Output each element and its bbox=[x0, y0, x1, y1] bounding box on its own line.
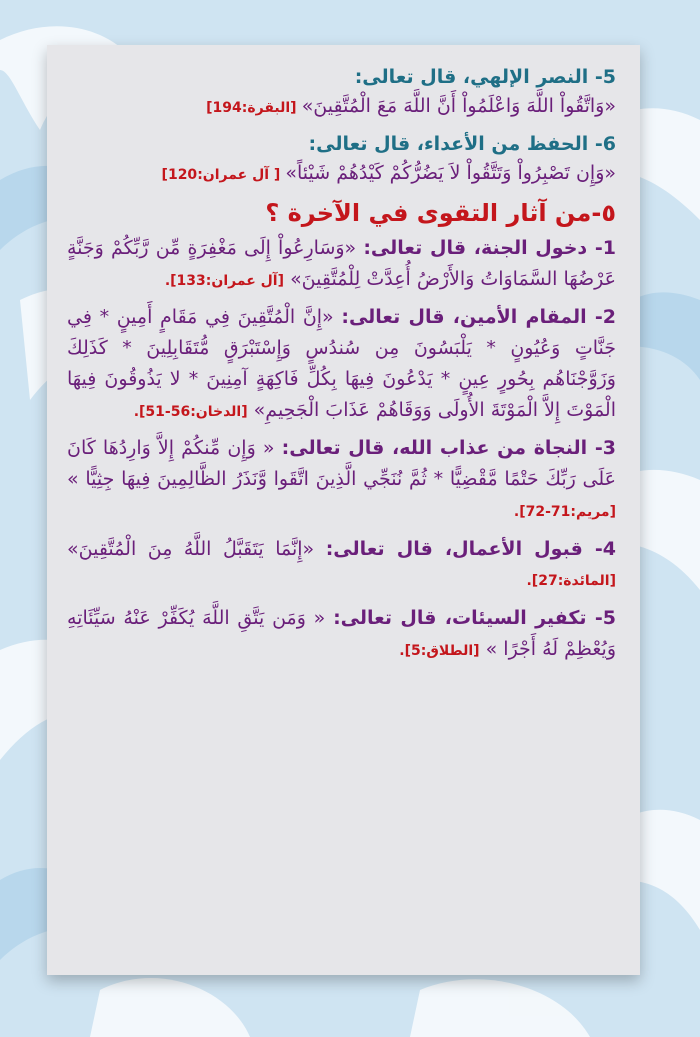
item-lead: 4- قبول الأعمال، قال تعالى: bbox=[325, 537, 616, 560]
item6-heading: 6- الحفظ من الأعداء، قال تعالى: bbox=[308, 132, 616, 155]
list-item bbox=[67, 433, 616, 525]
item-verse: « وَإِن مِّنكُمْ إِلاَّ وَارِدُهَا كَانَ عَلَى رَبِّكَ حَتْمًا مَّقْضِيًّا * ثُمَّ نُنَجِّي الَّذِينَ اتَّقَوا وَّنَذَرُ الظَّالِمِينَ فِيهَا جِثِيًّا » bbox=[67, 437, 616, 491]
item5-heading: 5- النصر الإلهي، قال تعالى: bbox=[354, 66, 616, 88]
item-reference: [المائدة:27]. bbox=[526, 573, 616, 590]
list-item bbox=[67, 233, 616, 295]
item-verse: « وَمَن يَتَّقِ اللَّهَ يُكَفِّرْ عَنْهُ سَيِّئَاتِهِ وَيُعْظِمْ لَهُ أَجْرًا » bbox=[67, 607, 616, 660]
item5-verse: «وَاتَّقُواْ اللَّهَ وَاعْلَمُواْ أَنَّ اللَّهَ مَعَ الْمُتَّقِينَ» bbox=[301, 95, 616, 118]
content-card bbox=[47, 45, 640, 975]
item-reference: [الدخان:56-51]. bbox=[133, 403, 248, 420]
list-item bbox=[67, 302, 616, 425]
item-lead: 3- النجاة من عذاب الله، قال تعالى: bbox=[281, 437, 616, 460]
item-reference: [الطلاق:5]. bbox=[399, 642, 480, 659]
item-reference: [مريم:71-72]. bbox=[513, 503, 616, 520]
item-lead: 2- المقام الأمين، قال تعالى: bbox=[341, 306, 616, 329]
item-verse: «إِنَّ الْمُتَّقِينَ فِي مَقَامٍ أَمِينٍ * فِي جَنَّاتٍ وَعُيُونٍ * يَلْبَسُونَ مِن سُندُسٍ وَإِسْتَبْرَقٍ مُّتَقَابِلِينَ * كَذَلِكَ وَزَوَّجْنَاهُم بِحُورٍ عِينٍ * يَدْعُونَ فِيهَا بِكُلِّ فَاكِهَةٍ آمِنِينَ * لا يَذُوقُونَ فِيهَا الْمَوْتَ إِلاَّ الْمَوْتَةَ الأُولَى وَوَقَاهُمْ عَذَابَ الْجَحِيمِ» bbox=[67, 306, 616, 421]
item6-reference: [ آل عمران:120] bbox=[161, 167, 281, 184]
item6-verse: «وَإِن تَصْبِرُواْ وَتَتَّقُواْ لاَ يَضُرُّكُمْ كَيْدُهُمْ شَيْئاً» bbox=[285, 162, 616, 185]
item-reference: [آل عمران:133]. bbox=[164, 272, 285, 289]
item-verse: «وَسَارِعُواْ إِلَى مَغْفِرَةٍ مِّن رَّبِّكُمْ وَجَنَّةٍ عَرْضُهَا السَّمَاوَاتُ وَالأَرْضُ أُعِدَّتْ لِلْمُتَّقِينَ» bbox=[67, 236, 616, 290]
item5-reference: [البقرة:194] bbox=[206, 100, 297, 117]
list-item bbox=[67, 603, 616, 665]
item-verse: «إِنَّمَا يَتَقَبَّلُ اللَّهُ مِنَ الْمُتَّقِينَ» bbox=[67, 537, 315, 560]
item-lead: 1- دخول الجنة، قال تعالى: bbox=[363, 236, 616, 259]
section-title: ٥-من آثار التقوى في الآخرة ؟ bbox=[265, 198, 616, 227]
item-lead: 5- تكفير السيئات، قال تعالى: bbox=[333, 607, 616, 630]
list-item bbox=[67, 534, 616, 596]
